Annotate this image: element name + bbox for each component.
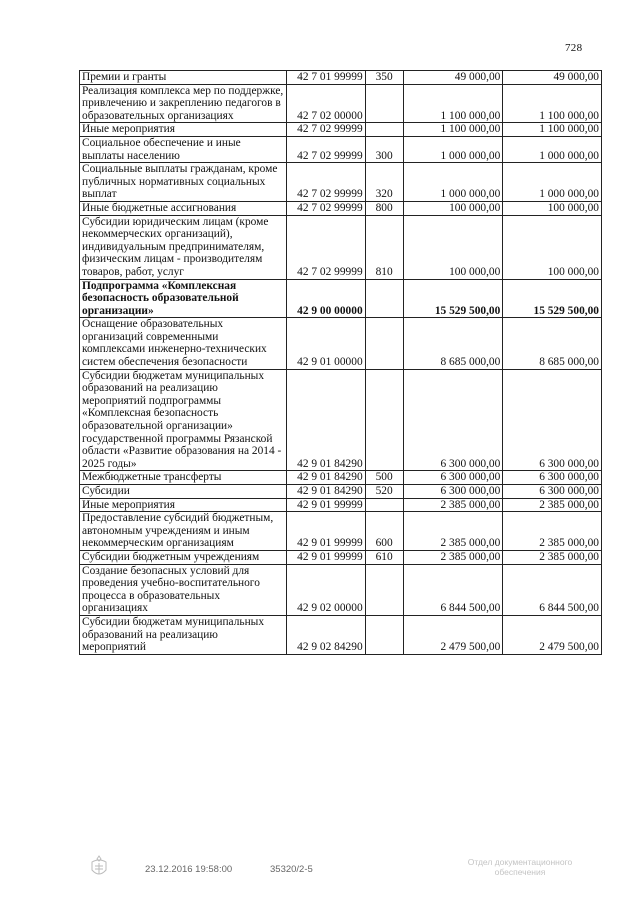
row-expense-type-cell (365, 123, 403, 137)
row-expense-type-cell (365, 498, 403, 512)
row-code-cell: 42 9 01 84290 (286, 485, 365, 499)
footer-date: 23.12.2016 19:58:00 (145, 864, 233, 875)
row-amount-cell: 2 385 000,00 (403, 550, 503, 564)
row-name-cell: Субсидии бюджетам муниципальных образований на реализацию мероприятий подпрограммы «Комплексная безопасность образовательной организации» государственной программы Рязанской области «Развитие образования на 2014 - 2025 годы» (80, 369, 287, 471)
stamp-line-1: Отдел документационного (467, 857, 573, 867)
budget-table (79, 70, 602, 655)
table-row (80, 564, 602, 615)
row-amount-cell: 1 100 000,00 (403, 84, 503, 123)
row-amount-next-cell: 8 685 000,00 (503, 318, 602, 369)
row-name-cell: Реализация комплекса мер по поддержке, привлечению и закреплению педагогов в образовательных организациях (80, 84, 287, 123)
row-expense-type-cell: 800 (365, 201, 403, 215)
row-name-cell: Предоставление субсидий бюджетным, автономным учреждениям и иным некоммерческим организациям (80, 512, 287, 551)
coat-of-arms-icon (88, 854, 110, 883)
department-stamp (445, 857, 595, 877)
row-expense-type-cell (365, 279, 403, 318)
budget-table-body (80, 71, 602, 655)
row-code-cell: 42 7 02 00000 (286, 84, 365, 123)
row-expense-type-cell (365, 615, 403, 654)
row-name-cell: Межбюджетные трансферты (80, 471, 287, 485)
row-code-cell: 42 9 00 00000 (286, 279, 365, 318)
row-expense-type-cell: 320 (365, 163, 403, 202)
row-amount-cell: 15 529 500,00 (403, 279, 503, 318)
table-row (80, 279, 602, 318)
row-code-cell: 42 9 01 99999 (286, 512, 365, 551)
row-code-cell: 42 9 01 99999 (286, 498, 365, 512)
table-row (80, 71, 602, 85)
row-amount-cell: 1 000 000,00 (403, 163, 503, 202)
row-amount-next-cell: 100 000,00 (503, 201, 602, 215)
row-expense-type-cell: 520 (365, 485, 403, 499)
row-name-cell: Иные мероприятия (80, 123, 287, 137)
row-amount-cell: 2 385 000,00 (403, 512, 503, 551)
row-amount-next-cell: 2 385 000,00 (503, 550, 602, 564)
row-expense-type-cell: 610 (365, 550, 403, 564)
row-code-cell: 42 9 02 84290 (286, 615, 365, 654)
table-row (80, 498, 602, 512)
row-code-cell: 42 7 02 99999 (286, 201, 365, 215)
row-code-cell: 42 9 01 99999 (286, 550, 365, 564)
row-code-cell: 42 9 01 00000 (286, 318, 365, 369)
row-amount-cell: 8 685 000,00 (403, 318, 503, 369)
row-amount-cell: 6 844 500,00 (403, 564, 503, 615)
table-row (80, 201, 602, 215)
row-amount-next-cell: 1 100 000,00 (503, 123, 602, 137)
row-amount-cell: 2 385 000,00 (403, 498, 503, 512)
row-name-cell: Создание безопасных условий для проведения учебно-воспитательного процесса в образовательных организациях (80, 564, 287, 615)
stamp-line-2: обеспечения (494, 867, 546, 877)
row-amount-cell: 6 300 000,00 (403, 485, 503, 499)
row-amount-cell: 100 000,00 (403, 215, 503, 279)
row-expense-type-cell (365, 369, 403, 471)
table-row (80, 512, 602, 551)
row-name-cell: Социальные выплаты гражданам, кроме публичных нормативных социальных выплат (80, 163, 287, 202)
row-code-cell: 42 7 02 99999 (286, 123, 365, 137)
row-amount-next-cell: 49 000,00 (503, 71, 602, 85)
row-amount-next-cell: 6 300 000,00 (503, 471, 602, 485)
table-row (80, 318, 602, 369)
row-code-cell: 42 7 01 99999 (286, 71, 365, 85)
row-expense-type-cell: 600 (365, 512, 403, 551)
row-expense-type-cell: 350 (365, 71, 403, 85)
row-amount-cell: 6 300 000,00 (403, 471, 503, 485)
footer-document-number: 35320/2-5 (270, 864, 313, 875)
page-footer (0, 857, 640, 892)
row-code-cell: 42 7 02 99999 (286, 163, 365, 202)
table-row (80, 84, 602, 123)
row-amount-cell: 2 479 500,00 (403, 615, 503, 654)
row-amount-next-cell: 15 529 500,00 (503, 279, 602, 318)
row-expense-type-cell: 810 (365, 215, 403, 279)
row-amount-cell: 6 300 000,00 (403, 369, 503, 471)
row-name-cell: Субсидии юридическим лицам (кроме некоммерческих организаций), индивидуальным предпринимателям, физическим лицам - производителям товаров, работ, услуг (80, 215, 287, 279)
table-row (80, 615, 602, 654)
row-expense-type-cell: 300 (365, 136, 403, 162)
row-name-cell: Подпрограмма «Комплексная безопасность образовательной организации» (80, 279, 287, 318)
row-amount-cell: 1 100 000,00 (403, 123, 503, 137)
row-code-cell: 42 9 01 84290 (286, 369, 365, 471)
table-row (80, 123, 602, 137)
table-row (80, 369, 602, 471)
row-amount-cell: 100 000,00 (403, 201, 503, 215)
row-name-cell: Социальное обеспечение и иные выплаты населению (80, 136, 287, 162)
row-amount-next-cell: 1 000 000,00 (503, 163, 602, 202)
row-amount-next-cell: 100 000,00 (503, 215, 602, 279)
row-name-cell: Премии и гранты (80, 71, 287, 85)
row-expense-type-cell (365, 84, 403, 123)
row-amount-next-cell: 2 479 500,00 (503, 615, 602, 654)
row-name-cell: Субсидии бюджетам муниципальных образований на реализацию мероприятий (80, 615, 287, 654)
row-amount-next-cell: 6 300 000,00 (503, 369, 602, 471)
row-name-cell: Субсидии бюджетным учреждениям (80, 550, 287, 564)
row-amount-next-cell: 2 385 000,00 (503, 498, 602, 512)
row-amount-next-cell: 1 100 000,00 (503, 84, 602, 123)
row-amount-next-cell: 2 385 000,00 (503, 512, 602, 551)
table-row (80, 471, 602, 485)
row-amount-cell: 49 000,00 (403, 71, 503, 85)
page-number: 728 (565, 42, 583, 54)
row-code-cell: 42 9 01 84290 (286, 471, 365, 485)
row-name-cell: Иные бюджетные ассигнования (80, 201, 287, 215)
row-amount-next-cell: 6 300 000,00 (503, 485, 602, 499)
row-code-cell: 42 9 02 00000 (286, 564, 365, 615)
table-row (80, 485, 602, 499)
table-row (80, 163, 602, 202)
row-name-cell: Оснащение образовательных организаций современными комплексами инженерно-технических систем обеспечения безопасности (80, 318, 287, 369)
row-amount-cell: 1 000 000,00 (403, 136, 503, 162)
table-row (80, 550, 602, 564)
row-amount-next-cell: 1 000 000,00 (503, 136, 602, 162)
table-row (80, 136, 602, 162)
row-name-cell: Иные мероприятия (80, 498, 287, 512)
table-row (80, 215, 602, 279)
row-expense-type-cell (365, 318, 403, 369)
row-expense-type-cell (365, 564, 403, 615)
row-amount-next-cell: 6 844 500,00 (503, 564, 602, 615)
row-code-cell: 42 7 02 99999 (286, 136, 365, 162)
row-code-cell: 42 7 02 99999 (286, 215, 365, 279)
row-name-cell: Субсидии (80, 485, 287, 499)
row-expense-type-cell: 500 (365, 471, 403, 485)
